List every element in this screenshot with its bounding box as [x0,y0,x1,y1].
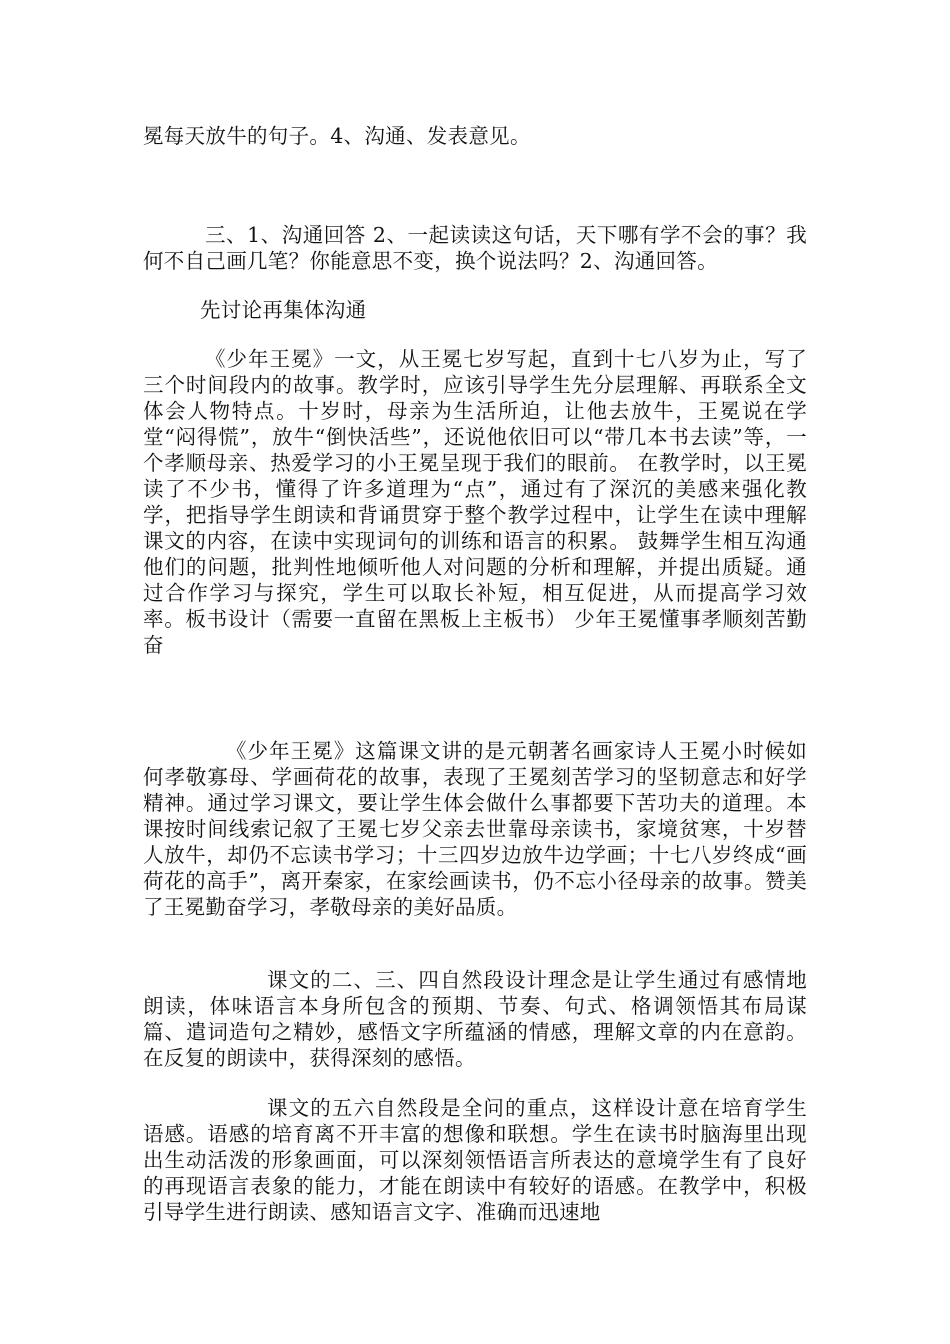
paragraph-1: 冕每天放牛的句子。4、沟通、发表意见。 [143,124,531,148]
paragraph-6: 课文的二、三、四自然段设计理念是让学生通过有感情地朗读，体味语言本身所包含的预期、节奏、句式、格调领悟其布局谋篇、遣词造句之精妙，感悟文字所蕴涵的情感，理解文章的内在意韵。在反复的朗读中，获得深刻的感悟。 [143,968,807,1070]
paragraph-3: 先讨论再集体沟通 [200,298,367,322]
paragraph-5: 《少年王冕》这篇课文讲的是元朝著名画家诗人王冕小时候如何孝敬寡母、学画荷花的故事，表现了王冕刻苦学习的坚韧意志和好学精神。通过学习课文，要让学生体会做什么事都要下苦功夫的道理。本课按时间线索记叙了王冕七岁父亲去世靠母亲读书，家境贫寒，十岁替人放牛，却仍不忘读书学习；十三四岁边放牛边学画；十七八岁终成“画荷花的高手”，离开秦家，在家绘画读书，仍不忘小径母亲的故事。赞美了王冕勤奋学习，孝敬母亲的美好品质。 [143,739,807,919]
paragraph-2: 三、1、沟通回答 2、一起读读这句话，天下哪有学不会的事？我何不自己画几笔？你能意思不变，换个说法吗？2、沟通回答。 [143,223,807,273]
paragraph-4: 《少年王冕》一文，从王冕七岁写起，直到十七八岁为止，写了三个时间段内的故事。教学时，应该引导学生先分层理解、再联系全文体会人物特点。十岁时，母亲为生活所迫，让他去放牛，王冕说在学堂“闷得慌”，放牛“倒快活些”，还说他依旧可以“带几本书去读”等，一个孝顺母亲、热爱学习的小王冕呈现于我们的眼前。 在教学时，以王冕读了不少书，懂得了许多道理为“点”，通过有了深沉的美感来强化教学，把指导学生朗读和背诵贯穿于整个教学过程中，让学生在读中理解课文的内容，在读中实现词句的训练和语言的积累。 鼓舞学生相互沟通他们的问题，批判性地倾听他人对问题的分析和理解，并提出质疑。通过合作学习与探究，学生可以取长补短，相互促进，从而提高学习效率。板书设计（需要一直留在黑板上主板书） 少年王冕懂事孝顺刻苦勤奋 [143,347,807,657]
paragraph-7: 课文的五六自然段是全问的重点，这样设计意在培育学生语感。语感的培育离不开丰富的想像和联想。学生在读书时脑海里出现出生动活泼的形象画面，可以深刻领悟语言所表达的意境学生有了良好的再现语言表象的能力，才能在朗读中有较好的语感。在教学中，积极引导学生进行朗读、感知语言文字、准确而迅速地 [143,1096,807,1224]
